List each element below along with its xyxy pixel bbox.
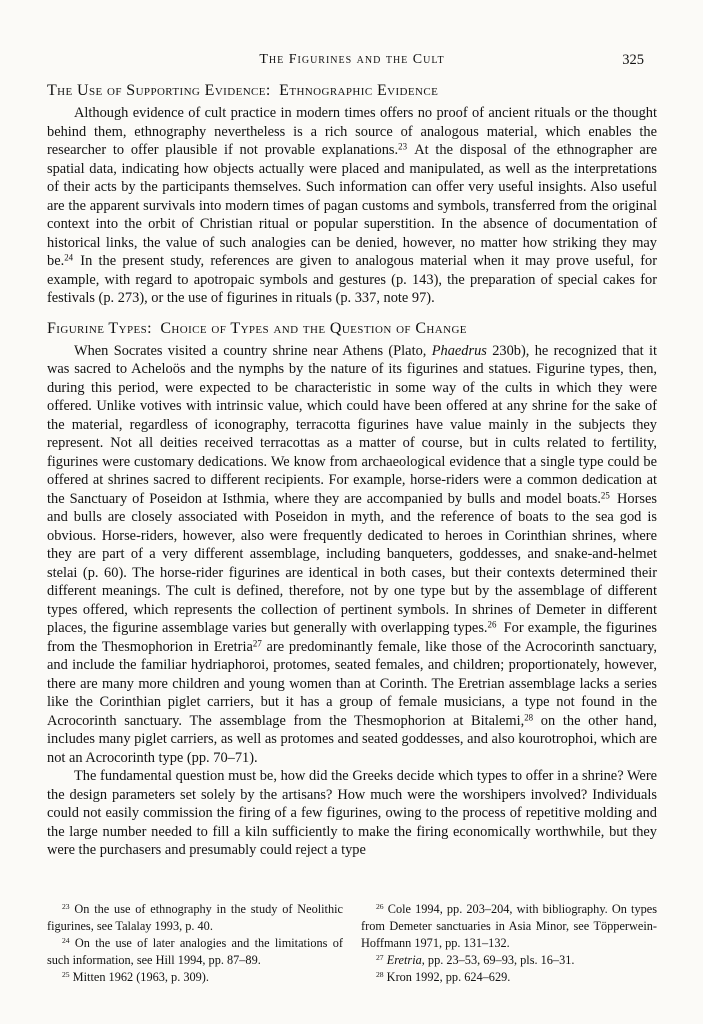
- running-head: The Figurines and the Cult: [259, 52, 445, 67]
- section-heading-ethnographic-evidence: The Use of Supporting Evidence: Ethnographic Evidence: [47, 82, 439, 99]
- text-block: [47, 0, 657, 860]
- section-heading-figurine-types: Figurine Types: Choice of Types and the Question of Change: [47, 319, 467, 337]
- footnotes-left-column: [47, 901, 343, 986]
- section-figurine-types: [47, 319, 657, 860]
- footnotes-right-column: [361, 901, 657, 986]
- paragraph: When Socrates visited a country shrine near Athens (Plato, Phaedrus 230b), he recognized that it was sacred to Acheloös and the nymphs by the nature of its figurines and statues. Figurine types, then, during this period, were expected to be characteristic in some way of the cults in which they were offered. Unlike votives with intrinsic value, which could have been offered at any shrine for the sake of the material, regardless of iconography, terracotta figurines have value mainly in the subjects they represent. Not all deities received terracottas as a matter of course, but in cults related to fertility, figurines were customary dedications. We know from archaeological evidence that a single type could be offered at shrines sacred to different recipients. For example, horse-riders were a common dedication at the Sanctuary of Poseidon at Isthmia, where they are accompanied by bulls and model boats.$^{25}$ Horses and bulls are closely associated with Poseidon in myth, and the reference of boats to the sea god is obvious. Horse-riders, however, also were frequently dedicated to heroes in Corinthian shrines, where they are part of a very different assemblage, including banqueters, goddesses, and snake-and-helmet stelai (p. 60). The horse-rider figurines are identical in both cases, but their contexts determined their different meanings. The cult is defined, therefore, not by one type but by the assemblage of different types offered, which represents the collection of pertinent symbols. In shrines of Demeter in different places, the figurine assemblage varies but generally with overlapping types.$^{26}$ For example, the figurines from the Thesmophorion in Eretria$^{27}$ are predominantly female, like those of the Acrocorinth sanctuary, and include the familiar hydriaphoroi, protomes, seated females, and children; proportionately, however, there are many more children and young women than at Corinth. The Eretrian assemblage lacks a series like the Corinthian piglet carriers, but it has a group of female musicians, a type not found in the Acrocorinth sanctuary. The assemblage from the Thesmophorion at Bitalemi,$^{28}$ on the other hand, includes many piglet carriers, as well as protomes and seated goddesses, and also kourotrophoi, which are not an Acrocorinth type (pp. 70–71).: [47, 342, 657, 766]
- footnote: $^{27}$ Eretria, pp. 23–53, 69–93, pls. 16–31.: [376, 953, 575, 967]
- page-number: 325: [622, 52, 644, 68]
- page-header: [47, 50, 657, 70]
- paragraph: Although evidence of cult practice in modern times offers no proof of ancient rituals or the thought behind them, ethnography nevertheless is a rich source of analogous material, which enables the researcher to offer plausible if not provable explanations.$^{23}$ At the disposal of the ethnographer are spatial data, indicating how objects actually were placed and manipulated, as well as the interpretations of their acts by the participants themselves. Such information can offer very useful insights. Also useful are the apparent survivals into modern times of pagan customs and symbols, transferred from the original context into the orbit of Christian ritual or popular superstition. In the absence of documentation of historical links, the value of such analogies can be denied, however, no matter how striking they may be.$^{24}$ In the present study, references are given to analogous material when it may prove useful, for example, with regard to apotropaic symbols and gestures (p. 143), the preparation of special cakes for festivals (p. 273), or the use of figurines in rituals (p. 337, note 97).: [47, 105, 657, 306]
- paragraph: The fundamental question must be, how did the Greeks decide which types to offer in a shrine? Were the design parameters set solely by the artisans? How much were the worshipers involved? Individuals could not easily commission the firing of a few figurines, owing to the process of repetitive molding and the large number needed to fill a kiln sufficiently to make the firing economically worthwhile, but they were the purchasers and presumably could reject a type: [47, 768, 657, 858]
- footnote: $^{23}$ On the use of ethnography in the study of Neolithic figurines, see Talalay 1993, p. 40.: [47, 902, 343, 933]
- footnote: $^{26}$ Cole 1994, pp. 203–204, with bibliography. On types from Demeter sanctuaries in Asia Minor, see Töpperwein-Hoffmann 1971, pp. 131–132.: [361, 902, 657, 950]
- footnote: $^{24}$ On the use of later analogies and the limitations of such information, see Hill 1994, pp. 87–89.: [47, 936, 343, 967]
- footnotes: [47, 901, 657, 986]
- footnote: $^{25}$ Mitten 1962 (1963, p. 309).: [62, 970, 209, 984]
- page-body: [47, 81, 657, 860]
- footnote: $^{28}$ Kron 1992, pp. 624–629.: [376, 970, 511, 984]
- section-ethnographic-evidence: [47, 81, 657, 308]
